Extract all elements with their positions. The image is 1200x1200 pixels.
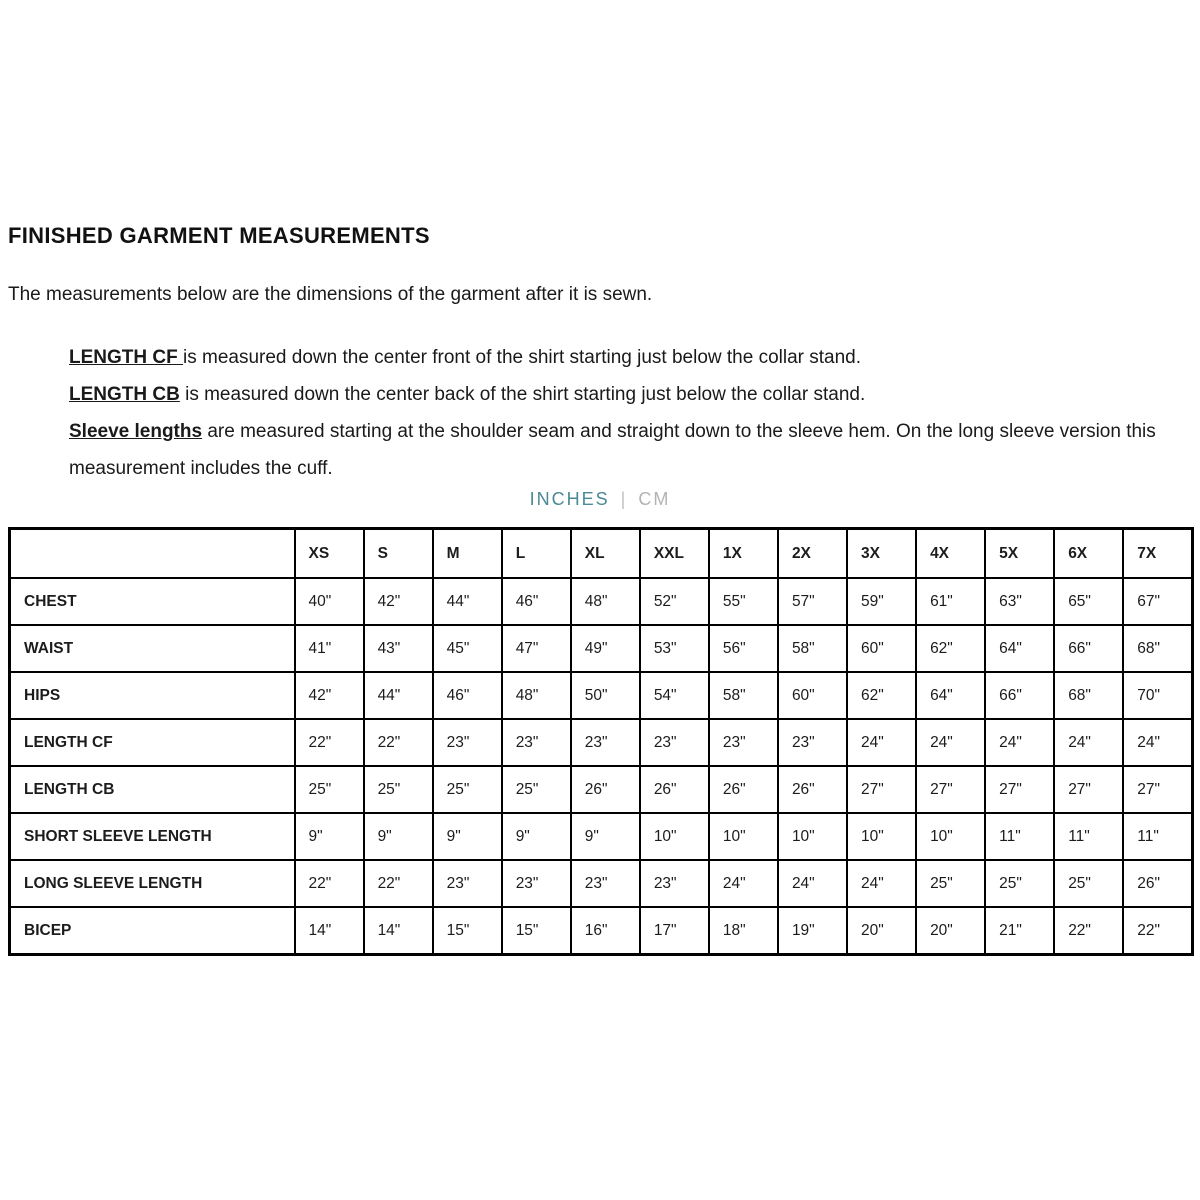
measurement-cell: 22" — [364, 719, 433, 766]
measurement-cell: 47" — [502, 625, 571, 672]
note-term-length-cb: LENGTH CB — [69, 384, 180, 405]
measurement-cell: 63" — [985, 578, 1054, 625]
measurement-cell: 41" — [295, 625, 364, 672]
measurement-cell: 14" — [295, 907, 364, 955]
table-header-row — [10, 529, 1193, 579]
measurement-cell: 44" — [364, 672, 433, 719]
measurement-cell: 22" — [1054, 907, 1123, 955]
unit-divider: | — [620, 489, 628, 509]
measurement-cell: 24" — [847, 719, 916, 766]
measurement-cell: 22" — [1123, 907, 1192, 955]
measurement-cell: 24" — [985, 719, 1054, 766]
measurement-cell: 25" — [1054, 860, 1123, 907]
measurement-cell: 46" — [433, 672, 502, 719]
measurement-cell: 50" — [571, 672, 640, 719]
measurement-cell: 52" — [640, 578, 709, 625]
unit-cm-button[interactable]: CM — [638, 489, 671, 509]
measurement-cell: 58" — [778, 625, 847, 672]
measurement-cell: 23" — [571, 860, 640, 907]
measurement-cell: 17" — [640, 907, 709, 955]
size-header-3X: 3X — [847, 529, 916, 579]
measurement-cell: 67" — [1123, 578, 1192, 625]
measurement-cell: 42" — [295, 672, 364, 719]
measurement-cell: 25" — [295, 766, 364, 813]
measurement-cell: 11" — [1054, 813, 1123, 860]
note-length-cb — [69, 376, 1193, 413]
measurement-cell: 16" — [571, 907, 640, 955]
table-row — [10, 625, 1193, 672]
table-row — [10, 813, 1193, 860]
measurement-cell: 43" — [364, 625, 433, 672]
measurement-cell: 23" — [433, 860, 502, 907]
measurement-cell: 23" — [571, 719, 640, 766]
measurement-cell: 18" — [709, 907, 778, 955]
measurement-cell: 57" — [778, 578, 847, 625]
size-header-L: L — [502, 529, 571, 579]
measurement-cell: 27" — [1123, 766, 1192, 813]
size-header-6X: 6X — [1054, 529, 1123, 579]
measurement-cell: 64" — [916, 672, 985, 719]
measurement-cell: 27" — [916, 766, 985, 813]
measurement-cell: 68" — [1123, 625, 1192, 672]
size-header-1X: 1X — [709, 529, 778, 579]
measurement-cell: 14" — [364, 907, 433, 955]
row-label: LENGTH CF — [10, 719, 295, 766]
measurement-cell: 23" — [778, 719, 847, 766]
measurement-cell: 58" — [709, 672, 778, 719]
measurement-cell: 24" — [709, 860, 778, 907]
measurement-cell: 62" — [847, 672, 916, 719]
measurement-cell: 53" — [640, 625, 709, 672]
measurement-cell: 66" — [1054, 625, 1123, 672]
measurement-cell: 25" — [502, 766, 571, 813]
measurement-cell: 23" — [640, 719, 709, 766]
measurement-cell: 19" — [778, 907, 847, 955]
row-label: SHORT SLEEVE LENGTH — [10, 813, 295, 860]
row-label: WAIST — [10, 625, 295, 672]
size-header-5X: 5X — [985, 529, 1054, 579]
size-header-XXL: XXL — [640, 529, 709, 579]
measurement-cell: 22" — [295, 719, 364, 766]
measurement-cell: 46" — [502, 578, 571, 625]
measurement-cell: 22" — [295, 860, 364, 907]
measurement-cell: 11" — [1123, 813, 1192, 860]
measurement-cell: 49" — [571, 625, 640, 672]
measurement-cell: 22" — [364, 860, 433, 907]
corner-header-cell — [10, 529, 295, 579]
measurement-cell: 23" — [640, 860, 709, 907]
measurement-cell: 24" — [1123, 719, 1192, 766]
measurement-cell: 15" — [433, 907, 502, 955]
measurement-cell: 10" — [640, 813, 709, 860]
note-term-length-cf: LENGTH CF — [69, 347, 183, 368]
note-body-sleeve-lengths: are measured starting at the shoulder seam and straight down to the sleeve hem. On the long sleeve version this measurement includes the cuff. — [69, 421, 1156, 479]
measurement-cell: 44" — [433, 578, 502, 625]
measurement-cell: 60" — [847, 625, 916, 672]
measurement-cell: 27" — [985, 766, 1054, 813]
measurement-cell: 54" — [640, 672, 709, 719]
measurement-cell: 40" — [295, 578, 364, 625]
row-label: LONG SLEEVE LENGTH — [10, 860, 295, 907]
row-label: CHEST — [10, 578, 295, 625]
measurement-cell: 26" — [640, 766, 709, 813]
measurement-cell: 59" — [847, 578, 916, 625]
measurement-cell: 9" — [433, 813, 502, 860]
note-sleeve-lengths — [69, 413, 1193, 487]
row-label: HIPS — [10, 672, 295, 719]
intro-text: The measurements below are the dimensions of the garment after it is sewn. — [8, 284, 653, 305]
measurement-cell: 26" — [709, 766, 778, 813]
measurement-cell: 25" — [985, 860, 1054, 907]
measurement-cell: 62" — [916, 625, 985, 672]
measurement-cell: 23" — [502, 860, 571, 907]
measurement-cell: 15" — [502, 907, 571, 955]
measurement-cell: 42" — [364, 578, 433, 625]
table-body — [10, 578, 1193, 955]
measurement-cell: 25" — [916, 860, 985, 907]
measurement-cell: 9" — [571, 813, 640, 860]
size-header-XS: XS — [295, 529, 364, 579]
measurement-cell: 70" — [1123, 672, 1192, 719]
measurement-cell: 24" — [778, 860, 847, 907]
measurement-cell: 23" — [433, 719, 502, 766]
measurement-cell: 24" — [847, 860, 916, 907]
table-row — [10, 860, 1193, 907]
measurement-cell: 66" — [985, 672, 1054, 719]
size-header-S: S — [364, 529, 433, 579]
table-row — [10, 766, 1193, 813]
note-length-cf — [69, 339, 1193, 376]
measurement-cell: 27" — [847, 766, 916, 813]
measurement-cell: 56" — [709, 625, 778, 672]
measurement-cell: 24" — [1054, 719, 1123, 766]
measurement-cell: 61" — [916, 578, 985, 625]
note-body-length-cb: is measured down the center back of the shirt starting just below the collar stand. — [179, 384, 866, 405]
note-body-length-cf: is measured down the center front of the shirt starting just below the collar stand. — [183, 347, 862, 368]
size-header-XL: XL — [571, 529, 640, 579]
measurement-cell: 48" — [502, 672, 571, 719]
measurement-cell: 64" — [985, 625, 1054, 672]
table-row — [10, 907, 1193, 955]
size-header-2X: 2X — [778, 529, 847, 579]
measurement-notes — [69, 339, 1193, 487]
measurement-cell: 24" — [916, 719, 985, 766]
table-row — [10, 672, 1193, 719]
size-header-7X: 7X — [1123, 529, 1192, 579]
measurement-cell: 11" — [985, 813, 1054, 860]
measurement-cell: 48" — [571, 578, 640, 625]
measurement-cell: 27" — [1054, 766, 1123, 813]
table-row — [10, 719, 1193, 766]
measurements-table — [8, 527, 1194, 956]
measurement-cell: 68" — [1054, 672, 1123, 719]
measurement-cell: 55" — [709, 578, 778, 625]
measurement-cell: 10" — [916, 813, 985, 860]
measurement-cell: 23" — [502, 719, 571, 766]
table-header — [10, 529, 1193, 579]
measurement-cell: 10" — [778, 813, 847, 860]
measurement-cell: 65" — [1054, 578, 1123, 625]
unit-inches-button[interactable]: INCHES — [529, 489, 610, 509]
page-title: FINISHED GARMENT MEASUREMENTS — [8, 223, 430, 248]
measurement-cell: 60" — [778, 672, 847, 719]
measurement-cell: 25" — [364, 766, 433, 813]
measurement-cell: 20" — [916, 907, 985, 955]
row-label: BICEP — [10, 907, 295, 955]
measurement-cell: 26" — [778, 766, 847, 813]
measurement-cell: 45" — [433, 625, 502, 672]
measurement-cell: 21" — [985, 907, 1054, 955]
measurement-cell: 9" — [364, 813, 433, 860]
size-header-M: M — [433, 529, 502, 579]
measurement-cell: 23" — [709, 719, 778, 766]
measurement-cell: 10" — [847, 813, 916, 860]
measurement-cell: 26" — [571, 766, 640, 813]
note-term-sleeve-lengths: Sleeve lengths — [69, 421, 203, 442]
measurement-cell: 26" — [1123, 860, 1192, 907]
unit-toggle — [0, 489, 1200, 510]
table-row — [10, 578, 1193, 625]
row-label: LENGTH CB — [10, 766, 295, 813]
measurement-cell: 9" — [295, 813, 364, 860]
measurement-cell: 20" — [847, 907, 916, 955]
measurement-cell: 9" — [502, 813, 571, 860]
measurement-cell: 10" — [709, 813, 778, 860]
measurement-cell: 25" — [433, 766, 502, 813]
size-header-4X: 4X — [916, 529, 985, 579]
